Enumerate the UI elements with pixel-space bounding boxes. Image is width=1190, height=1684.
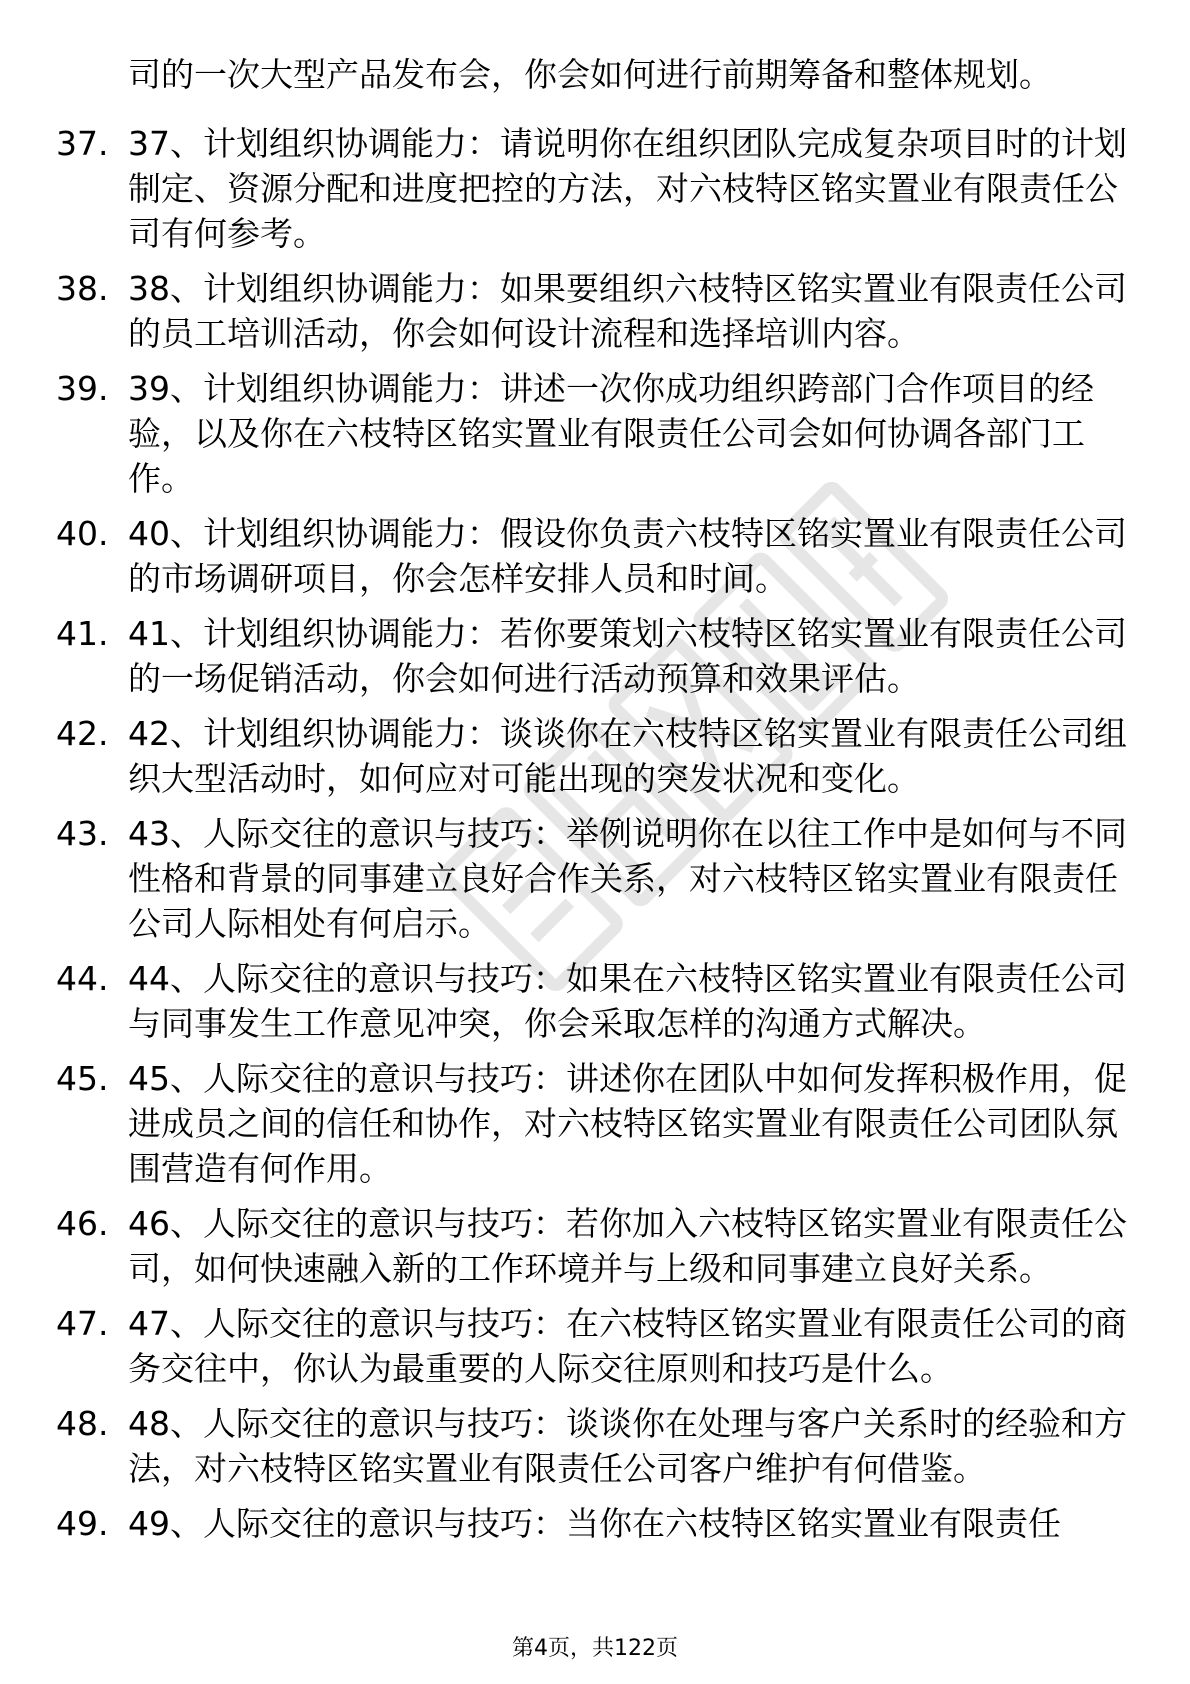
question-number: 39. [56,369,109,408]
question-number: 42. [56,714,109,753]
question-text: 42、计划组织协调能力：谈谈你在六枝特区铭实置业有限责任公司组织大型活动时，如何应对可能出现的突发状况和变化。 [128,714,1127,798]
question-text: 37、计划组织协调能力：请说明你在组织团队完成复杂项目时的计划制定、资源分配和进度把控的方法，对六枝特区铭实置业有限责任公司有何参考。 [128,124,1127,253]
question-number: 40. [56,514,109,553]
question-text: 47、人际交往的意识与技巧：在六枝特区铭实置业有限责任公司的商务交往中，你认为最重要的人际交往原则和技巧是什么。 [128,1304,1127,1388]
question-number: 41. [56,614,109,653]
list-item [0,511,1190,601]
list-item [0,1301,1190,1391]
question-text: 39、计划组织协调能力：讲述一次你成功组织跨部门合作项目的经验，以及你在六枝特区铭实置业有限责任公司会如何协调各部门工作。 [128,369,1094,498]
question-number: 48. [56,1404,109,1443]
question-number: 38. [56,269,109,308]
question-text: 43、人际交往的意识与技巧：举例说明你在以往工作中是如何与不同性格和背景的同事建立良好合作关系，对六枝特区铭实置业有限责任公司人际相处有何启示。 [128,814,1127,943]
list-item [0,266,1190,356]
list-item [0,366,1190,501]
question-number: 49. [56,1504,109,1543]
question-text: 46、人际交往的意识与技巧：若你加入六枝特区铭实置业有限责任公司，如何快速融入新的工作环境并与上级和同事建立良好关系。 [128,1204,1127,1288]
question-number: 46. [56,1204,109,1243]
question-number: 44. [56,959,109,998]
question-text: 41、计划组织协调能力：若你要策划六枝特区铭实置业有限责任公司的一场促销活动，你会如何进行活动预算和效果评估。 [128,614,1127,698]
question-text: 44、人际交往的意识与技巧：如果在六枝特区铭实置业有限责任公司与同事发生工作意见冲突，你会采取怎样的沟通方式解决。 [128,959,1127,1043]
question-text: 38、计划组织协调能力：如果要组织六枝特区铭实置业有限责任公司的员工培训活动，你会如何设计流程和选择培训内容。 [128,269,1127,353]
question-text: 48、人际交往的意识与技巧：谈谈你在处理与客户关系时的经验和方法，对六枝特区铭实置业有限责任公司客户维护有何借鉴。 [128,1404,1127,1488]
continuation-text: 司的一次大型产品发布会，你会如何进行前期筹备和整体规划。 [128,55,1052,94]
list-item [0,1501,1190,1546]
list-item [0,1056,1190,1191]
question-number: 47. [56,1304,109,1343]
list-item [0,121,1190,256]
page-footer: 第4页，共122页 [512,1636,678,1661]
list-item [0,956,1190,1046]
question-number: 45. [56,1059,109,1098]
list-item [0,1201,1190,1291]
question-text: 49、人际交往的意识与技巧：当你在六枝特区铭实置业有限责任 [128,1504,1061,1543]
list-item [0,1401,1190,1491]
list-item [0,611,1190,701]
list-item [0,811,1190,946]
question-number: 37. [56,124,109,163]
question-text: 45、人际交往的意识与技巧：讲述你在团队中如何发挥积极作用，促进成员之间的信任和协作，对六枝特区铭实置业有限责任公司团队氛围营造有何作用。 [128,1059,1127,1188]
list-item [0,711,1190,801]
question-text: 40、计划组织协调能力：假设你负责六枝特区铭实置业有限责任公司的市场调研项目，你会怎样安排人员和时间。 [128,514,1127,598]
question-list [0,121,1190,1556]
question-number: 43. [56,814,109,853]
